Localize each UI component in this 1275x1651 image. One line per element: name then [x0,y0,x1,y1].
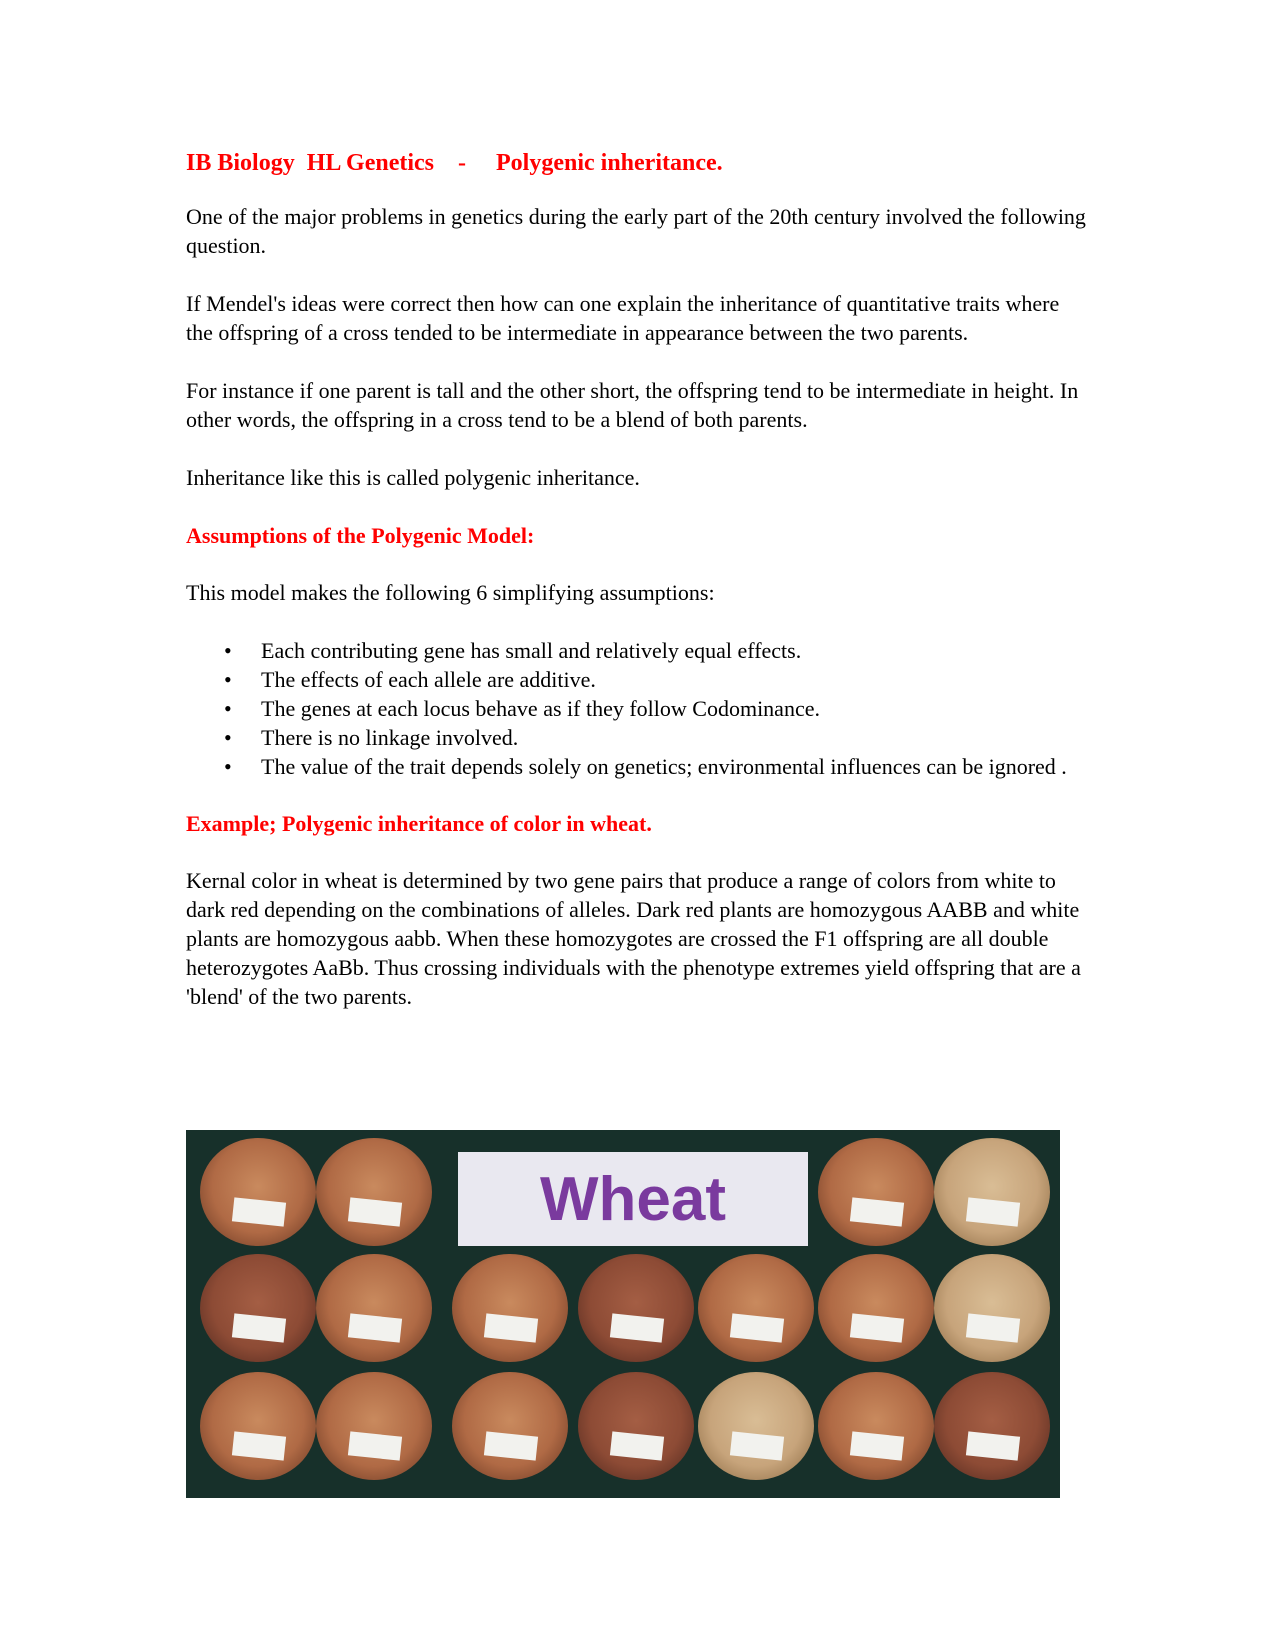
dish-label [966,1197,1020,1226]
dish-label [610,1313,664,1342]
dish-label [730,1431,784,1460]
list-item: • The value of the trait depends solely on genetics; environmental influences can be ignored . [186,752,1091,781]
document-page [186,148,1091,1040]
wheat-dish [316,1372,432,1480]
wheat-photo [186,1130,1060,1498]
wheat-dish [818,1138,934,1246]
list-item: • The effects of each allele are additive. [186,665,1091,694]
list-item: • Each contributing gene has small and relatively equal effects. [186,636,1091,665]
dish-label [232,1313,286,1342]
assumptions-list [186,636,1091,781]
list-item: • The genes at each locus behave as if they follow Codominance. [186,694,1091,723]
paragraph-3: For instance if one parent is tall and the other short, the offspring tend to be intermediate in height. In other words, the offspring in a cross tend to be a blend of both parents. [186,378,1079,432]
wheat-dish [316,1138,432,1246]
wheat-dish [452,1372,568,1480]
dish-label [348,1431,402,1460]
dish-label [348,1197,402,1226]
wheat-dish [934,1138,1050,1246]
list-item: • There is no linkage involved. [186,723,1091,752]
example-paragraph: Kernal color in wheat is determined by two gene pairs that produce a range of colors from white to dark red depending on the combinations of alleles. Dark red plants are homozygous AABB and white plants are homozygous aabb. When these homozygotes are crossed the F1 offspring are all double heterozygotes AaBb. Thus crossing individuals with the phenotype extremes yield offspring that are a 'blend' of the two parents. [186,868,1081,1009]
dish-label [730,1313,784,1342]
dish-label [610,1431,664,1460]
page-title: IB Biology HL Genetics - Polygenic inheritance. [186,150,723,176]
wheat-dish [698,1254,814,1362]
wheat-dish [200,1138,316,1246]
wheat-sign-text: Wheat [540,1164,726,1234]
dish-label [232,1197,286,1226]
dish-label [850,1431,904,1460]
dish-label [966,1313,1020,1342]
dish-label [850,1313,904,1342]
wheat-dish [316,1254,432,1362]
dish-label [484,1431,538,1460]
wheat-dish [818,1372,934,1480]
wheat-sign [458,1152,808,1246]
wheat-dish [452,1254,568,1362]
wheat-dish [578,1372,694,1480]
dish-label [348,1313,402,1342]
dish-label [966,1431,1020,1460]
dish-label [850,1197,904,1226]
wheat-dish [698,1372,814,1480]
wheat-dish [200,1254,316,1362]
wheat-dish [818,1254,934,1362]
wheat-dish [200,1372,316,1480]
wheat-dish [934,1372,1050,1480]
dish-label [484,1313,538,1342]
assumptions-intro: This model makes the following 6 simplifying assumptions: [186,580,715,605]
assumptions-heading: Assumptions of the Polygenic Model: [186,523,535,548]
paragraph-4: Inheritance like this is called polygenic inheritance. [186,465,640,490]
paragraph-1: One of the major problems in genetics during the early part of the 20th century involved the following question. [186,204,1086,258]
dish-label [232,1431,286,1460]
wheat-dish [578,1254,694,1362]
example-heading: Example; Polygenic inheritance of color in wheat. [186,811,652,836]
paragraph-2: If Mendel's ideas were correct then how can one explain the inheritance of quantitative traits where the offspring of a cross tended to be intermediate in appearance between the two parents. [186,291,1060,345]
wheat-dish [934,1254,1050,1362]
